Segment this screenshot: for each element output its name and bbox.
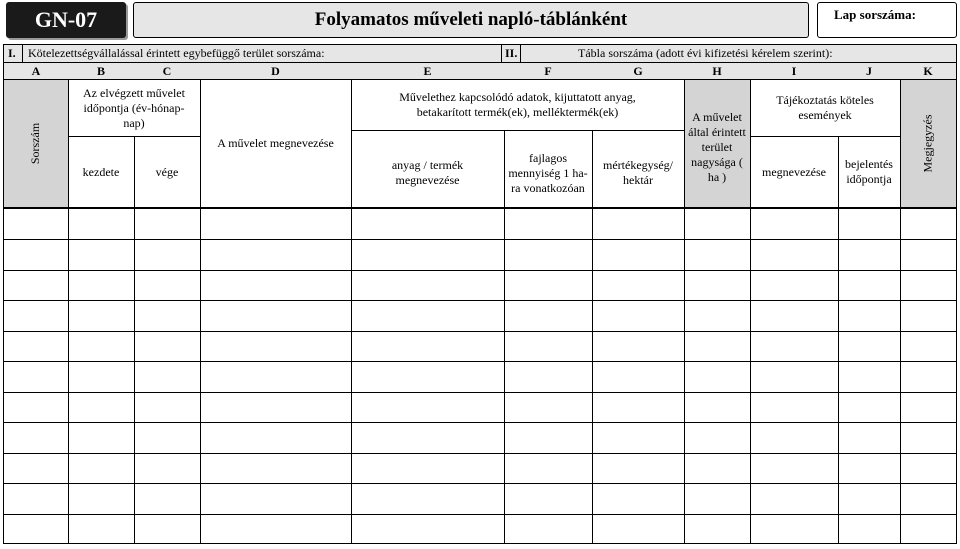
column-letter: G (633, 64, 643, 78)
column-letter: H (712, 64, 722, 78)
header-notes: Megjegyzés (900, 80, 956, 207)
header-area: A művelet által érintett terület nagysága ( ha ) (684, 80, 750, 207)
column-letter: E (423, 64, 432, 78)
header-unit: mértékegység/ hektár (603, 158, 673, 187)
column-letter: I (791, 64, 797, 78)
column-letter: D (271, 64, 280, 78)
header-date-group: Az elvégzett művelet időpontja (év-hónap-nap) (83, 85, 185, 130)
section-1-label: Kötelezettségvállalással érintett egybefüggő terület sorszáma: (28, 46, 325, 60)
column-letter-row (3, 63, 957, 80)
header-start: kezdete (82, 164, 120, 179)
header-end: vége (155, 164, 179, 179)
section-row (3, 44, 957, 63)
column-letter: F (544, 64, 552, 78)
header-sorszam: Sorszám (4, 80, 68, 207)
column-letter: B (96, 64, 105, 78)
entry-grid[interactable] (3, 208, 957, 544)
form-title: Folyamatos műveleti napló-táblánként (314, 9, 628, 30)
header-operation-name: A művelet megnevezése (217, 136, 334, 150)
section-2-number: II. (505, 46, 518, 60)
column-letter: A (31, 64, 41, 78)
header-events-group: Tájékoztatás köteles események (776, 93, 874, 122)
header-report-date: bejelentés időpontja (845, 157, 893, 186)
entry-grid-lines (4, 209, 956, 543)
column-letter: J (866, 64, 872, 78)
section-1-number: I. (8, 46, 16, 60)
page-number-box[interactable] (817, 2, 957, 38)
header-material-group: Művelethez kapcsolódó adatok, kijuttatott anyag, betakarított termék(ek), melléktermék(ek) (399, 90, 636, 119)
table-header (3, 80, 957, 208)
column-letter: K (923, 64, 933, 78)
header-material-name: anyag / termék megnevezése (391, 158, 464, 187)
section-2-label: Tábla sorszáma (adott évi kifizetési kérelem szerint): (578, 46, 833, 60)
form-code-badge (6, 2, 126, 38)
column-letter: C (162, 64, 172, 78)
form-code: GN-07 (34, 7, 98, 32)
header-event-name: megnevezése (762, 164, 826, 179)
form-title-box (133, 2, 809, 38)
page-number-label: Lap sorszáma: (834, 7, 916, 22)
header-specific-quantity: fajlagos mennyiség 1 ha-ra vonatkozóan (508, 150, 588, 195)
